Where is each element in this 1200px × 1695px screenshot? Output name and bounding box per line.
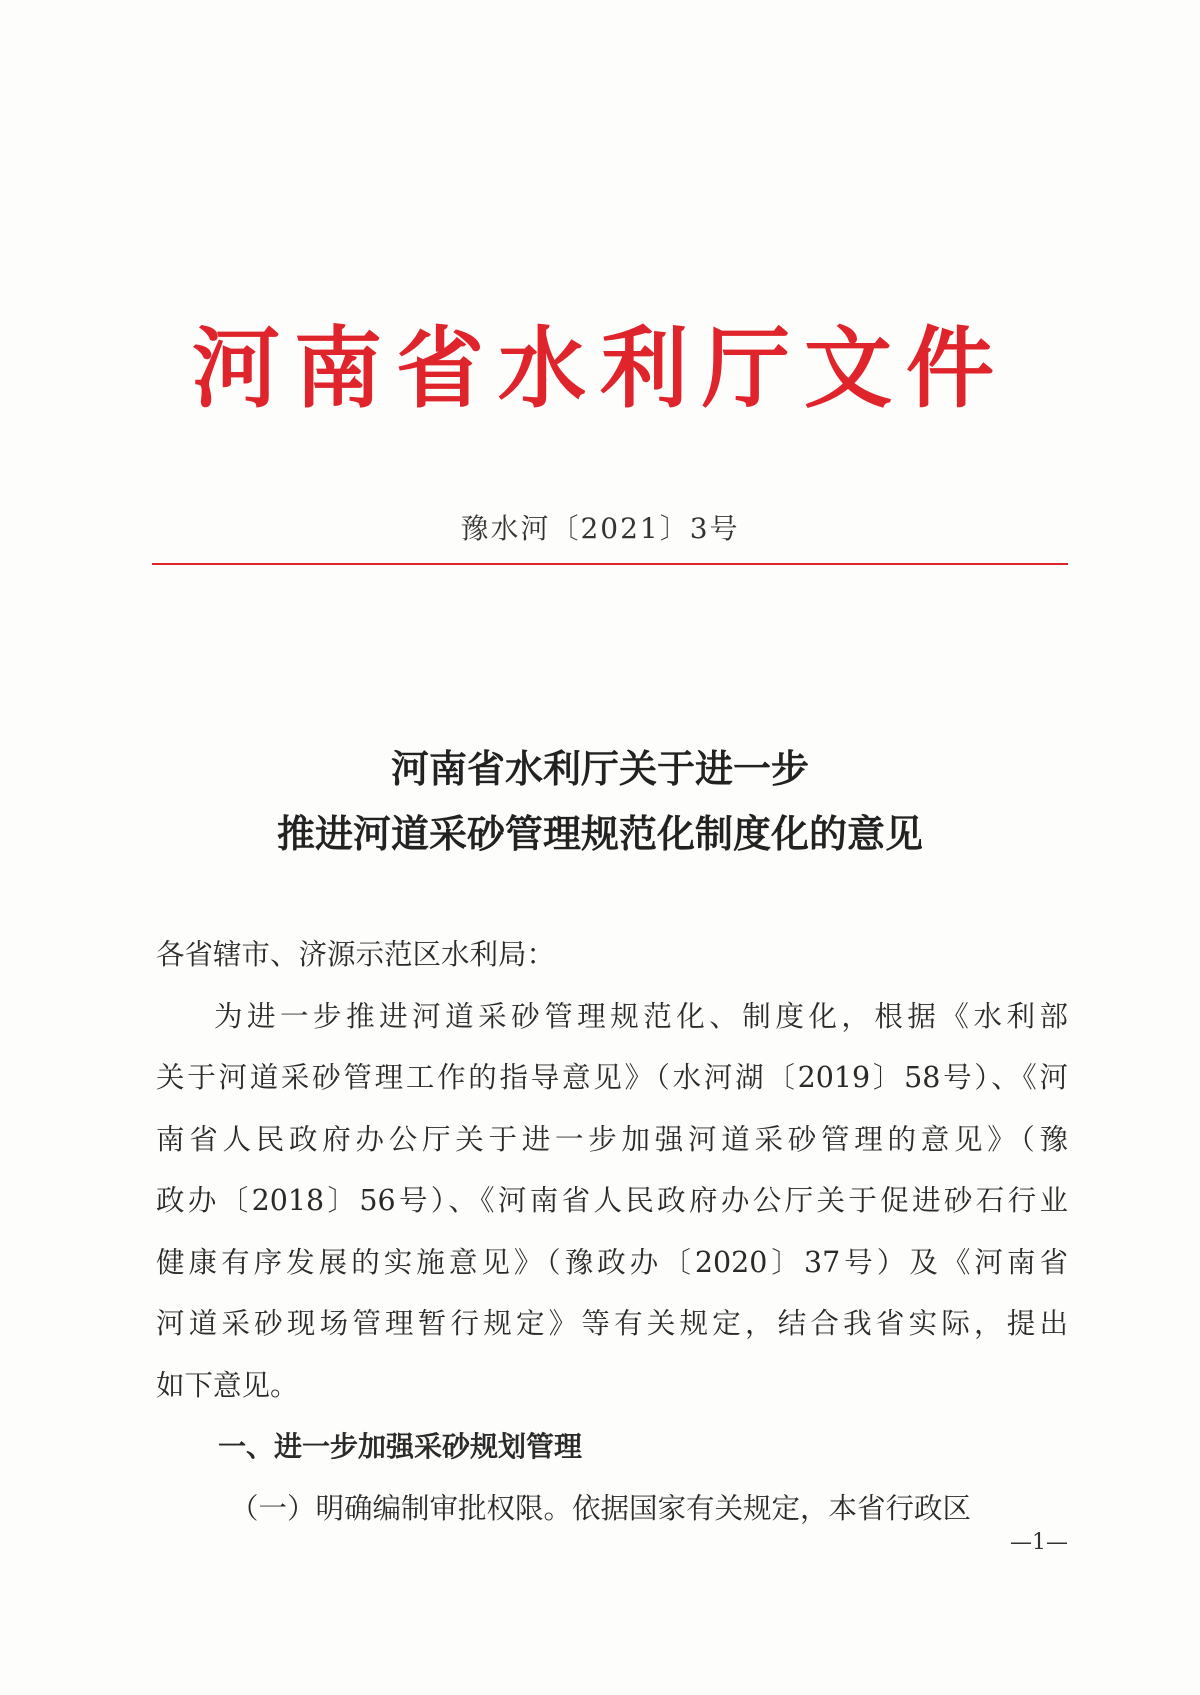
paragraph-line: 关于河道采砂管理工作的指导意见》（水河湖〔2019〕58号）、《河 bbox=[156, 1061, 1068, 1094]
addressee-line: 各省辖市、济源示范区水利局： bbox=[156, 938, 556, 971]
subsection-line: （一）明确编制审批权限。依据国家有关规定，本省行政区 bbox=[230, 1491, 972, 1525]
document-title-line-2: 推进河道采砂管理规范化制度化的意见 bbox=[276, 812, 923, 856]
masthead-title: 河南省水利厅文件 bbox=[191, 317, 1008, 420]
document-body bbox=[156, 935, 1068, 1550]
document-title-line-1: 河南省水利厅关于进一步 bbox=[390, 747, 809, 791]
paragraph-line: 河道采砂现场管理暂行规定》等有关规定，结合我省实际，提出 bbox=[156, 1307, 1068, 1340]
paragraph-line: 政办〔2018〕56号）、《河南省人民政府办公厅关于促进砂石行业 bbox=[156, 1184, 1068, 1217]
paragraph-line: 为进一步推进河道采砂管理规范化、制度化，根据《水利部 bbox=[214, 999, 1068, 1033]
red-divider-line bbox=[152, 563, 1068, 565]
paragraph-line: 南省人民政府办公厅关于进一步加强河道采砂管理的意见》（豫 bbox=[156, 1122, 1068, 1156]
paragraph-line: 健康有序发展的实施意见》（豫政办〔2020〕37号）及《河南省 bbox=[156, 1245, 1068, 1279]
paragraph-line: 如下意见。 bbox=[156, 1368, 299, 1402]
document-number: 豫水河〔2021〕3号 bbox=[460, 512, 740, 545]
page-number: —1— bbox=[1010, 1530, 1068, 1555]
section-heading: 一、进一步加强采砂规划管理 bbox=[218, 1430, 583, 1463]
